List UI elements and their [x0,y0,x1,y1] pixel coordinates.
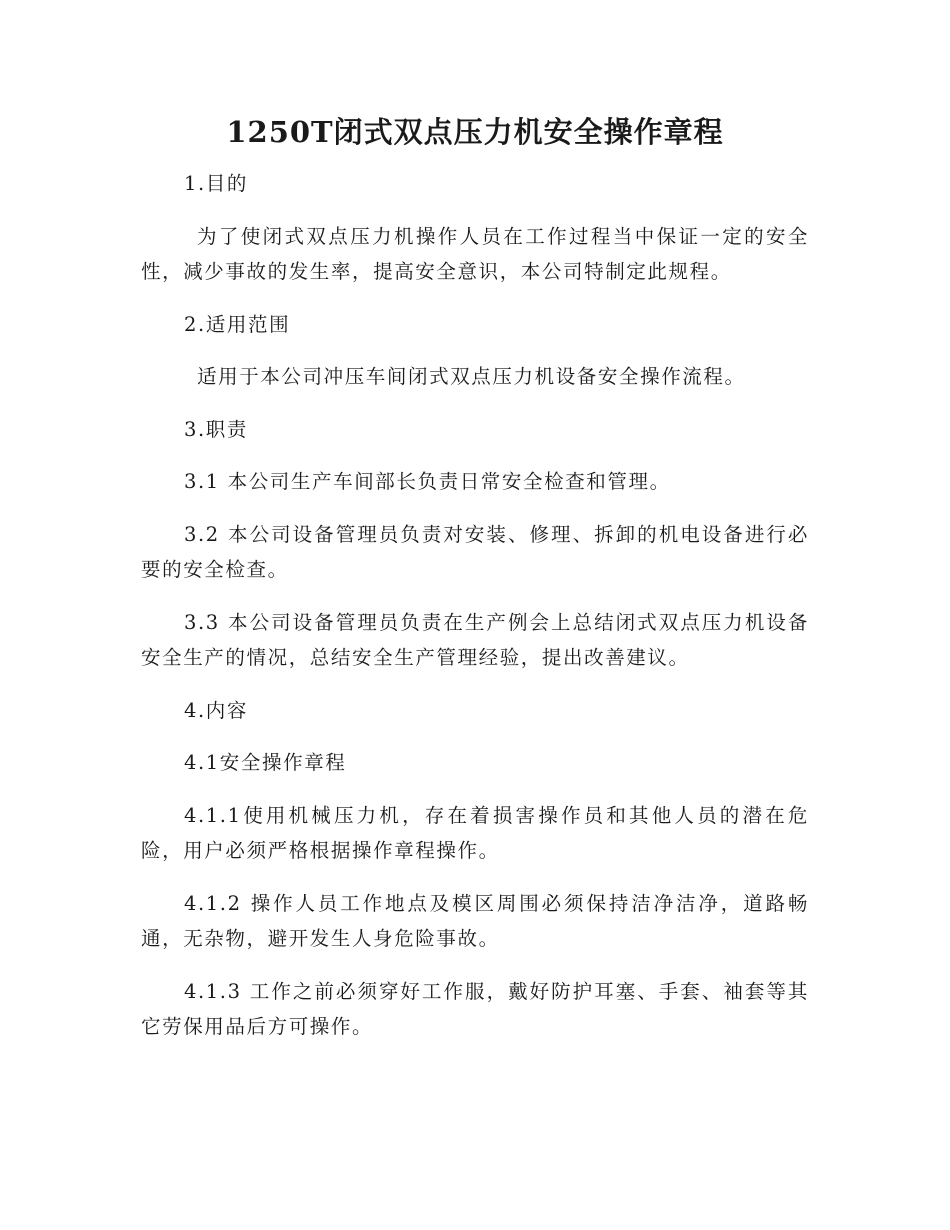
section-heading-responsibilities: 3.职责 [184,417,249,441]
paragraph-3-1: 3.1 本公司生产车间部长负责日常安全检查和管理。 [184,470,671,493]
paragraph-purpose: 为了使闭式双点压力机操作人员在工作过程当中保证一定的安全性，减少事故的发生率，提高安全意识，本公司特制定此规程。 [141,224,809,283]
paragraph-4-1-1: 4.1.1使用机械压力机，存在着损害操作员和其他人员的潜在危险，用户必须严格根据操作章程操作。 [141,803,809,862]
paragraph-3-2: 3.2 本公司设备管理员负责对安装、修理、拆卸的机电设备进行必要的安全检查。 [141,522,809,581]
section-heading-content: 4.内容 [184,698,249,722]
paragraph-3-3: 3.3 本公司设备管理员负责在生产例会上总结闭式双点压力机设备安全生产的情况，总结安全生产管理经验，提出改善建议。 [141,610,809,669]
subsection-heading-4-1: 4.1安全操作章程 [184,751,347,774]
section-heading-scope: 2.适用范围 [184,312,291,336]
paragraph-4-1-2: 4.1.2 操作人员工作地点及模区周围必须保持洁净洁净，道路畅通，无杂物，避开发生人身危险事故。 [141,891,809,950]
document-title: 1250T闭式双点压力机安全操作章程 [226,115,724,149]
document-body [141,166,809,1062]
paragraph-4-1-3: 4.1.3 工作之前必须穿好工作服，戴好防护耳塞、手套、袖套等其它劳保用品后方可操作。 [141,979,809,1038]
paragraph-scope: 适用于本公司冲压车间闭式双点压力机设备安全操作流程。 [197,365,746,388]
section-heading-purpose: 1.目的 [184,172,249,195]
